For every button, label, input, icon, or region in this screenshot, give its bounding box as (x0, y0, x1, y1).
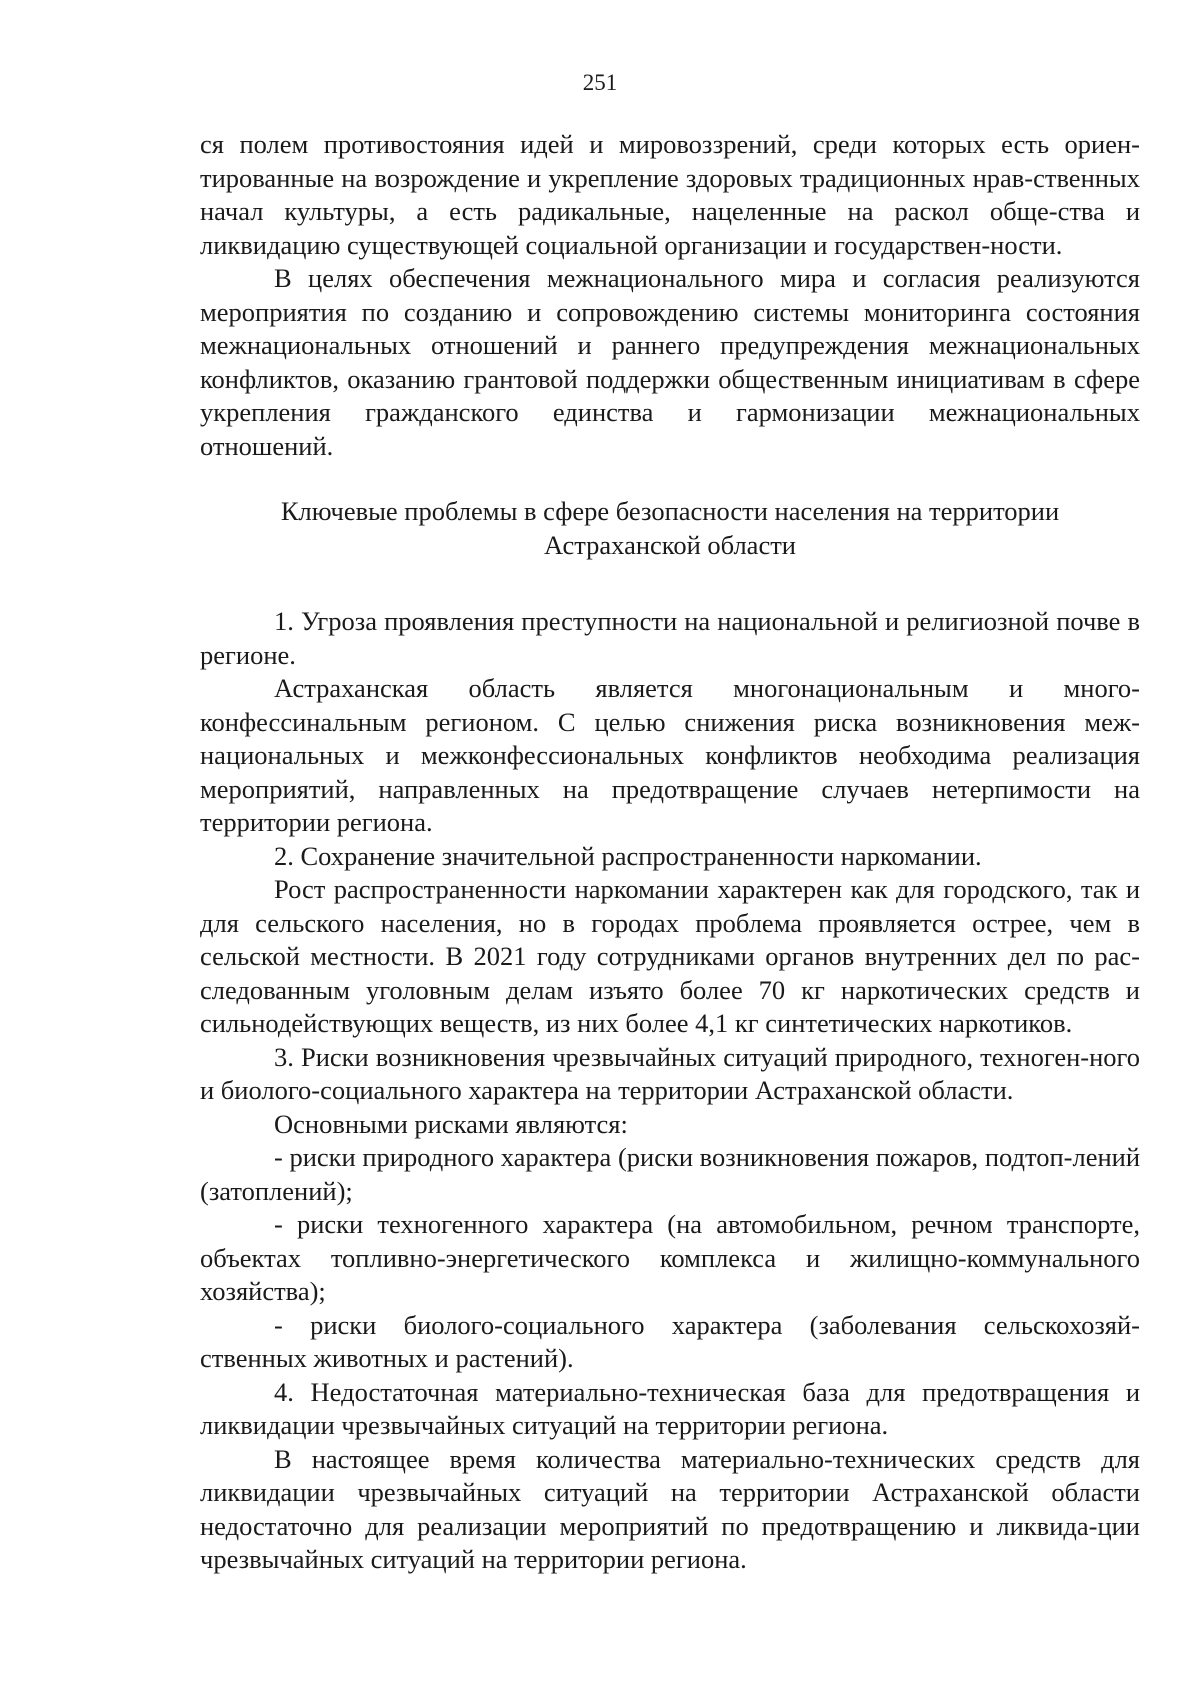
section-heading (200, 495, 1140, 562)
paragraph-continuation: ся полем противостояния идей и мировоззрений, среди которых есть ориен-тированные на возрождение и укрепление здоровых традиционных нрав-ственных начал культуры, а есть радикальные, нацеленные на раскол обще-ства и ликвидацию существующей социальной организации и государствен-ности. (200, 129, 1140, 260)
spacer (200, 463, 1140, 495)
problem-1-title: 1. Угроза проявления преступности на национальной и религиозной почве в регионе. (200, 606, 1140, 670)
section-heading-line-2: Астраханской области (544, 529, 796, 560)
risks-intro: Основными рисками являются: (274, 1108, 628, 1139)
problem-4-title: 4. Недостаточная материально-техническая база для предотвращения и ликвидации чрезвычайных ситуаций на территории региона. (200, 1376, 1140, 1440)
problem-2-text: Рост распространенности наркомании характерен как для городского, так и для сельского населения, но в городах проблема проявляется острее, чем в сельской местности. В 2021 году сотрудниками органов внутренних дел по рас-следованным уголовным делам изъято более 70 кг наркотических средств и сильнодействующих веществ, из них более 4,1 кг синтетических наркотиков. (200, 874, 1140, 1038)
problem-3-title: 3. Риски возникновения чрезвычайных ситуаций природного, техноген-ного и биолого-социального характера на территории Астраханской области. (200, 1041, 1140, 1105)
problem-1-text: Астраханская область является многонациональным и много-конфессинальным регионом. С целью снижения риска возникновения меж-национальных и межконфессиональных конфликтов необходима реализация мероприятий, направленных на предотвращение случаев нетерпимости на территории региона. (200, 673, 1140, 837)
page-number: 251 (582, 70, 618, 95)
problem-2-title: 2. Сохранение значительной распространенности наркомании. (274, 840, 982, 871)
document-body (200, 128, 1140, 1577)
section-heading-line-1: Ключевые проблемы в сфере безопасности населения на территории (280, 496, 1060, 526)
risk-technogenic: - риски техногенного характера (на автомобильном, речном транспорте, объектах топливно-энергетического комплекса и жилищно-коммунального хозяйства); (200, 1209, 1140, 1306)
risk-natural: - риски природного характера (риски возникновения пожаров, подтоп-лений (затоплений); (200, 1142, 1140, 1206)
problem-4-text: В настоящее время количества материально-технических средств для ликвидации чрезвычайных ситуаций на территории Астраханской области недостаточно для реализации мероприятий по предотвращению и ликвида-ции чрезвычайных ситуаций на территории региона. (200, 1443, 1140, 1574)
spacer (200, 562, 1140, 605)
risk-biosocial: - риски биолого-социального характера (заболевания сельскохозяй-ственных животных и растений). (200, 1309, 1140, 1373)
paragraph-interethnic-measures: В целях обеспечения межнационального мира и согласия реализуются мероприятия по созданию и сопровождению системы мониторинга состояния межнациональных отношений и раннего предупреждения межнациональных конфликтов, оказанию грантовой поддержки общественным инициативам в сфере укрепления гражданского единства и гармонизации межнациональных отношений. (200, 263, 1140, 461)
